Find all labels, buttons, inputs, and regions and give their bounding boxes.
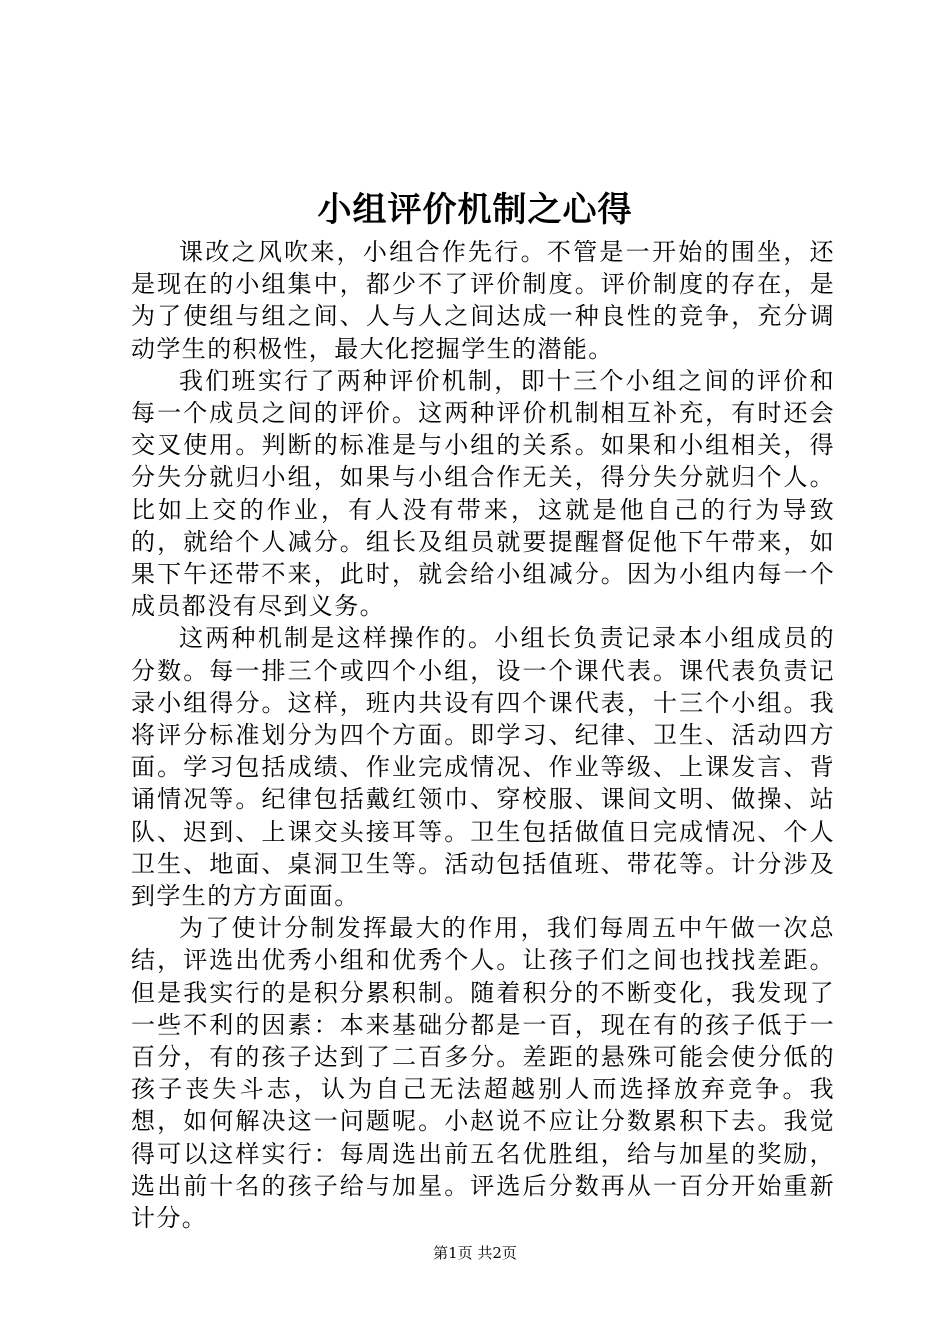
page-footer: 第1页 共2页 (433, 1244, 517, 1262)
paragraph-4: 为了使计分制发挥最大的作用，我们每周五中午做一次总结，评选出优秀小组和优秀个人。让孩子们之间也找找差距。但是我实行的是积分累积制。随着积分的不断变化，我发现了一些不利的因素：本来基础分都是一百，现在有的孩子低于一百分，有的孩子达到了二百多分。差距的悬殊可能会使分低的孩子丧失斗志，认为自己无法超越别人而选择放弃竞争。我想，如何解决这一问题呢。小赵说不应让分数累积下去。我觉得可以这样实行：每周选出前五名优胜组，给与加星的奖励，选出前十名的孩子给与加星。评选后分数再从一百分开始重新计分。 (131, 914, 835, 1233)
paragraph-1: 课改之风吹来，小组合作先行。不管是一开始的围坐，还是现在的小组集中，都少不了评价制度。评价制度的存在，是为了使组与组之间、人与人之间达成一种良性的竞争，充分调动学生的积极性，最大化挖掘学生的潜能。 (131, 238, 835, 363)
document-title: 小组评价机制之心得 (317, 190, 633, 230)
document-body (131, 236, 835, 1234)
paragraph-3: 这两种机制是这样操作的。小组长负责记录本小组成员的分数。每一排三个或四个小组，设一个课代表。课代表负责记录小组得分。这样，班内共设有四个课代表，十三个小组。我将评分标准划分为四个方面。即学习、纪律、卫生、活动四方面。学习包括成绩、作业完成情况、作业等级、上课发言、背诵情况等。纪律包括戴红领巾、穿校服、课间文明、做操、站队、迟到、上课交头接耳等。卫生包括做值日完成情况、个人卫生、地面、桌洞卫生等。活动包括值班、带花等。计分涉及到学生的方方面面。 (131, 624, 835, 911)
paragraph-2: 我们班实行了两种评价机制，即十三个小组之间的评价和每一个成员之间的评价。这两种评价机制相互补充，有时还会交叉使用。判断的标准是与小组的关系。如果和小组相关，得分失分就归小组，如果与小组合作无关，得分失分就归个人。比如上交的作业，有人没有带来，这就是他自己的行为导致的，就给个人减分。组长及组员就要提醒督促他下午带来，如果下午还带不来，此时，就会给小组减分。因为小组内每一个成员都没有尽到义务。 (131, 366, 835, 621)
